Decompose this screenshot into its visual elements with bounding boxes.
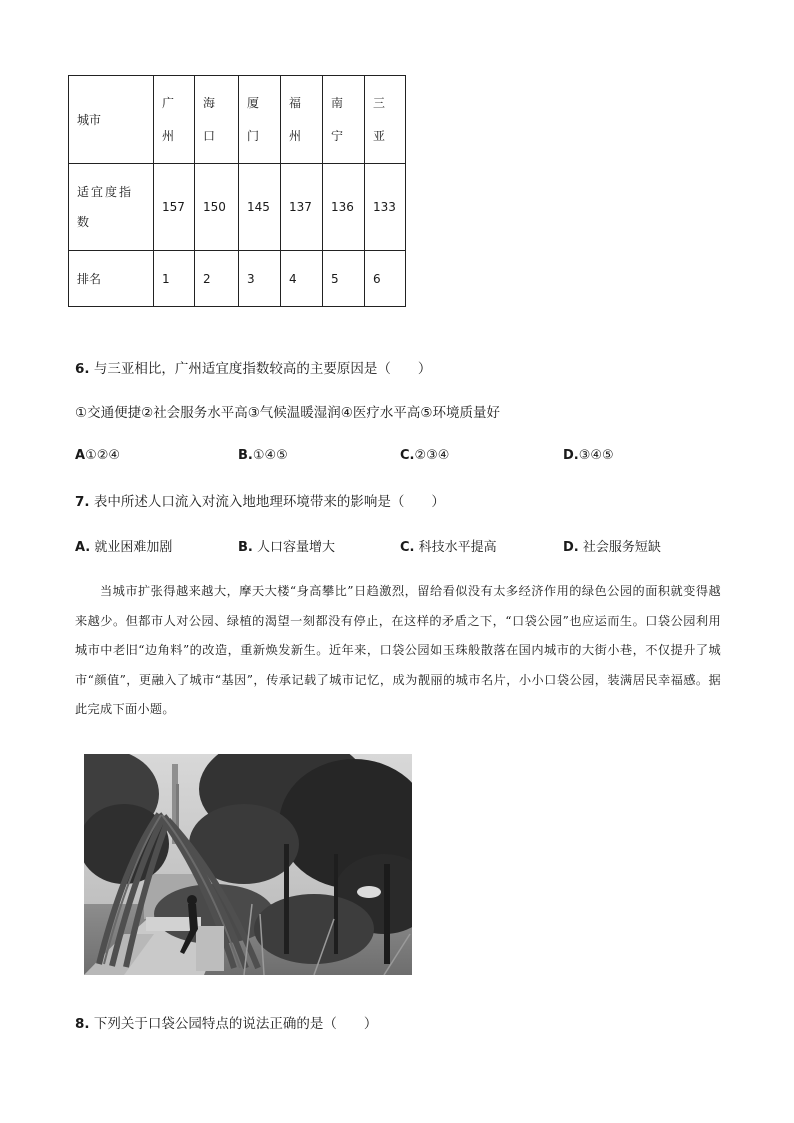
- table-cell: 133: [365, 164, 406, 251]
- question-number: 8.: [75, 1016, 90, 1032]
- table-cell: 150: [195, 164, 239, 251]
- q7-option-a[interactable]: A. 就业困难加剧: [75, 540, 173, 555]
- q6-option-a[interactable]: A①②④: [75, 448, 121, 463]
- table-cell: 136: [323, 164, 365, 251]
- pocket-park-photo: [84, 754, 412, 975]
- reading-passage: 当城市扩张得越来越大，摩天大楼“身高攀比”日趋激烈，留给看似没有太多经济作用的绿色公园的面积就变得越来越少。但都市人对公园、绿植的渴望一刻都没有停止，在这样的矛盾之下，“口袋公园”也应运而生。口袋公园利用城市中老旧“边角料”的改造，重新焕发新生。近年来，口袋公园如玉珠般散落在国内城市的大街小巷，不仅提升了城市“颜值”，更融入了城市“基因”，传承记载了城市记忆，成为靓丽的城市名片，小小口袋公园，装满居民幸福感。据此完成下面小题。: [75, 584, 721, 716]
- table-cell: 145: [239, 164, 281, 251]
- q7-option-c[interactable]: C. 科技水平提高: [400, 540, 497, 555]
- question-text: 下列关于口袋公园特点的说法正确的是（ ）: [93, 1016, 378, 1032]
- table-row-header: [69, 76, 406, 164]
- table-index-label: 适宜度指 数: [69, 164, 154, 251]
- table-city-cell: 海 口: [195, 76, 239, 164]
- table-row-rank: [69, 251, 406, 307]
- question-8: [75, 1012, 377, 1032]
- q7-option-d[interactable]: D. 社会服务短缺: [563, 540, 661, 555]
- table-cell: 5: [323, 251, 365, 307]
- table-cell: 1: [154, 251, 195, 307]
- question-text: 与三亚相比，广州适宜度指数较高的主要原因是（ ）: [93, 361, 432, 377]
- question-number: 6.: [75, 361, 90, 377]
- table-city-cell: 南 宁: [323, 76, 365, 164]
- question-text: 表中所述人口流入对流入地地理环境带来的影响是（ ）: [93, 494, 445, 510]
- table-city-cell: 福 州: [281, 76, 323, 164]
- q7-option-b[interactable]: B. 人口容量增大: [238, 540, 336, 555]
- table-cell: 3: [239, 251, 281, 307]
- table-cell: 6: [365, 251, 406, 307]
- q6-option-c[interactable]: C.②③④: [400, 448, 450, 463]
- table-rank-label: 排名: [69, 251, 154, 307]
- question-number: 7.: [75, 494, 90, 510]
- question-7: [75, 490, 445, 510]
- table-city-cell: 广 州: [154, 76, 195, 164]
- table-cell: 2: [195, 251, 239, 307]
- question-6-items: ①交通便捷②社会服务水平高③气候温暖湿润④医疗水平高⑤环境质量好: [75, 405, 501, 421]
- photo-illustration: [84, 754, 412, 975]
- table-cell: 137: [281, 164, 323, 251]
- table-cell: 4: [281, 251, 323, 307]
- table-city-cell: 三 亚: [365, 76, 406, 164]
- table-cell: 157: [154, 164, 195, 251]
- table-row-index: [69, 164, 406, 251]
- table-city-cell: 厦 门: [239, 76, 281, 164]
- q6-option-b[interactable]: B.①④⑤: [238, 448, 288, 463]
- city-table: [68, 75, 406, 307]
- question-6: [75, 357, 431, 377]
- table-header-label: 城市: [69, 76, 154, 164]
- q6-option-d[interactable]: D.③④⑤: [563, 448, 614, 463]
